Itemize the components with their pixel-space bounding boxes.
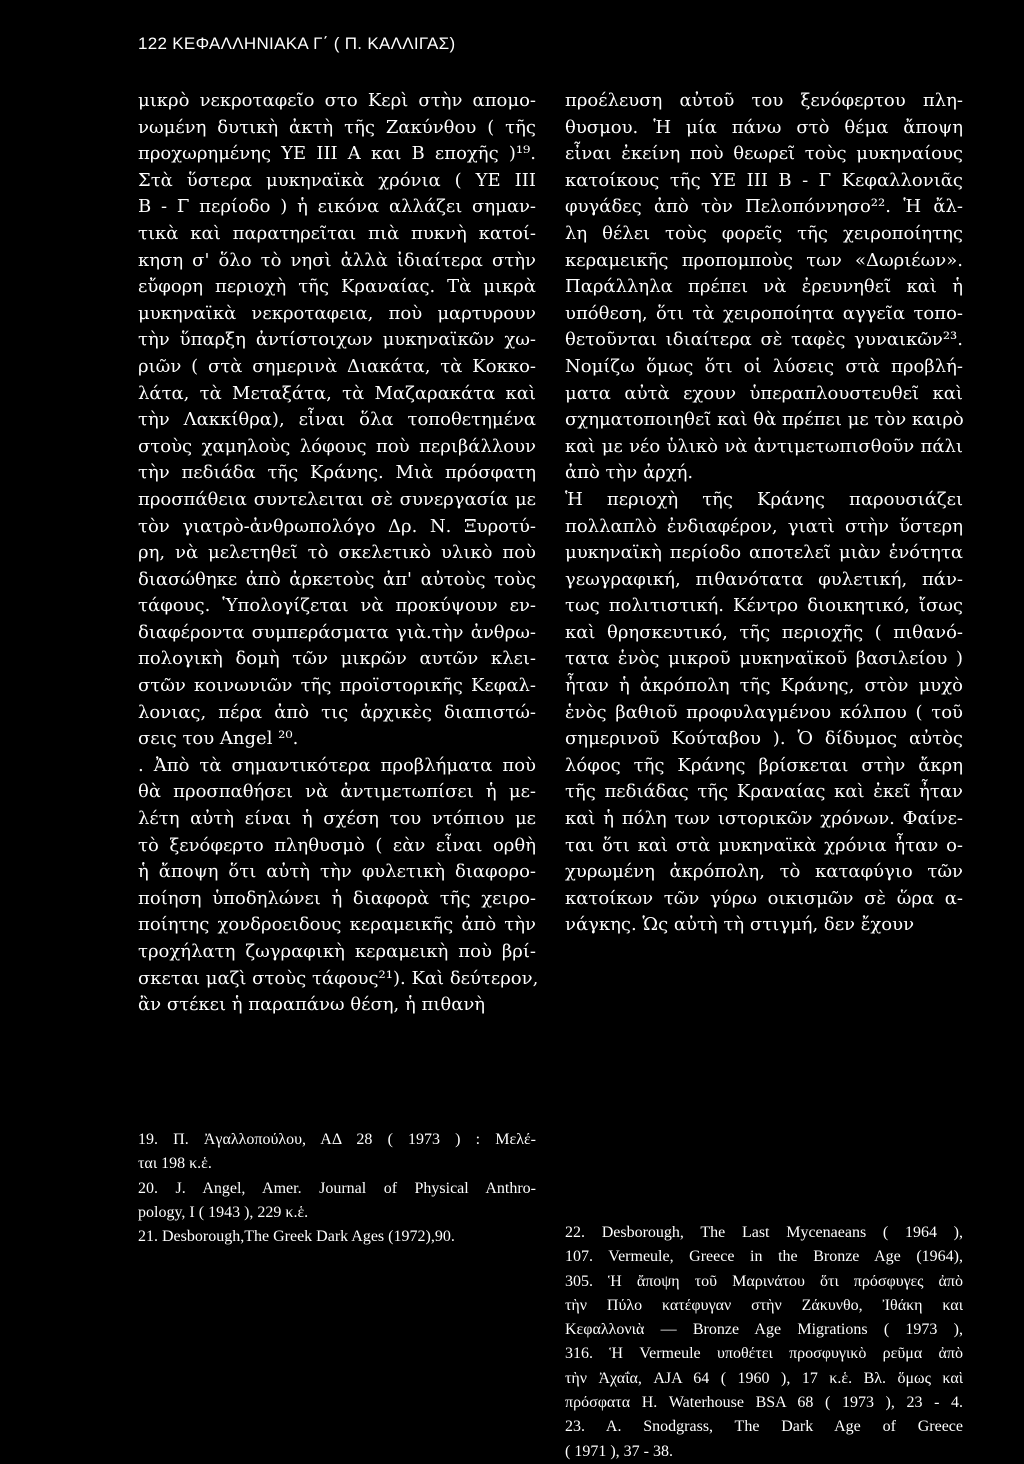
body-text-line: Β - Γ περίοδο ) ἡ εικόνα αλλάζει σημαν- [138,196,536,218]
footnote-line: τὴν Πύλο κατέφυγαν στὴν Ζάκυνθο, Ἰθάκη και [565,1296,963,1314]
body-text-line: πολλαπλὸ ἐνδιαφέρον, γιατὶ στὴν ὕστερη [565,515,963,537]
body-text-line: τὸν γιατρὸ-ἀνθρωπολόγο Δρ. Ν. Ξυροτύ- [138,515,536,537]
body-text-line: Νομίζω ὅμως ὅτι οἱ λύσεις στὰ προβλή- [565,355,963,377]
body-text-line: Στὰ ὕστερα μυκηναϊκὰ χρόνια ( ΥΕ ΙΙΙ [138,169,536,191]
footnote-line: Κεφαλλονιὰ — Bronze Age Migrations ( 1973 ), [565,1321,963,1339]
body-text-line: καὶ με νέο ὑλικὸ νὰ ἀντιμετωπισθοῦν πάλι [565,435,963,457]
body-text-line: λονιας, πέρα ἀπὸ τις ἀρχικὲς διαπιστώ- [138,701,536,723]
body-text-line: στοὺς χαμηλοὺς λόφους ποὺ περιβάλλουν [138,435,536,457]
footnote-line: 316. Ἡ Vermeule υποθέτει προσφυγικὸ ρεῦμα ἀπὸ [565,1345,963,1363]
body-text-line: κατοίκους τῆς ΥΕ ΙΙΙ Β - Γ Κεφαλλονιᾶς [565,169,963,191]
body-text-line: τὸ ξενόφερτο πληθυσμὸ ( εὰν εἶναι ορθὴ [138,834,536,856]
body-text-line: τροχήλατη ζωγραφικὴ κεραμεικὴ ποὺ βρί- [138,941,536,962]
body-text-line: Ἡ περιοχὴ τῆς Κράνης παρουσιάζει [565,488,963,510]
body-text-line: κεραμεικῆς προπομποὺς των «Δωριέων». [565,249,963,271]
body-text-line: εἶναι ἐκείνη ποὺ θεωρεῖ τοὺς μυκηναίους [565,143,963,165]
body-text-line: τὴν πεδιάδα τῆς Κράνης. Μιὰ πρόσφατη [138,462,536,484]
body-text-line: ριῶν ( στὰ σημερινὰ Διακάτα, τὰ Κοκκο- [138,355,536,377]
body-text-line: πολογικὴ δομὴ τῶν μικρῶν αυτῶν κλει- [138,648,536,670]
body-text-line: καὶ ἡ πόλη των ιστορικῶν χρόνων. Φαίνε- [565,808,963,830]
body-text-line: υπόθεση, ὅτι τὰ χειροποίητα αγγεῖα τοπο- [565,302,963,324]
body-text-line: σκεται μαζὶ στοὺς τάφους²¹). Καὶ δεύτερον, [138,967,539,989]
body-text-line: θὰ προσπαθήσει νὰ ἀντιμετωπίσει ἡ με- [138,781,536,803]
body-text-line: τάφους. Ὑπολογίζεται νὰ προκύψουν εν- [138,595,536,617]
body-text-line: ται ὅτι καὶ στὰ μυκηναϊκὰ χρόνια ἦταν ο- [565,834,963,856]
body-text-line: μυκηναϊκὴ περίοδο αποτελεῖ μιὰν ἑνότητα [565,542,963,564]
body-text-line: ἂν στέκει ἡ παραπάνω θέση, ἡ πιθανὴ [138,994,486,1016]
body-text-line: . Ἀπὸ τὰ σημαντικότερα προβλήματα ποὺ [138,754,536,776]
body-text-line: λόφος τῆς Κράνης βρίσκεται στὴν ἄκρη [565,754,963,776]
footnote-line: ( 1971 ), 37 - 38. [565,1442,673,1460]
body-text-line: προσπάθεια συντελειται σὲ συνεργασία με [138,488,536,510]
body-text-line: νωμένη δυτικὴ ἀκτὴ τῆς Ζακύνθου ( τῆς [138,116,536,138]
body-text-line: ἑνὸς βαθιοῦ προφυλαγμένου κόλπου ( τοῦ [565,701,963,723]
right-column-body [565,88,963,939]
footnote-line: 21. Desborough,The Greek Dark Ages (1972),90. [138,1228,455,1246]
footnote-line: 22. Desborough, The Last Mycenaeans ( 1964 ), [565,1224,963,1241]
body-text-line: τατα ἑνὸς μικροῦ μυκηναϊκοῦ βασιλείου ) [565,648,963,670]
left-column-footnotes [138,1128,536,1249]
body-text-line: μυκηναϊκὰ νεκροταφεια, ποὺ μαρτυρουν [138,302,536,324]
body-text-line: μικρὸ νεκροταφεῖο στο Κερὶ στὴν απομο- [138,90,536,111]
body-text-line: θυσμου. Ἡ μία πάνω στὸ θέμα ἄποψη [565,116,963,138]
body-text-line: ἀπὸ τὴν ἀρχή. [565,462,694,484]
body-text-line: διαφέροντα συμπεράσματα γιὰ.τὴν ἀνθρω- [138,621,536,643]
body-text-line: κατοίκων τῶν γύρω οικισμῶν σὲ ὥρα α- [565,887,963,909]
body-text-line: ἡ ἄποψη ὅτι αὐτὴ τὴν φυλετικὴ διαφορο- [138,861,536,883]
left-column-body [138,88,539,1019]
body-text-line: προχωρημένης ΥΕ ΙΙΙ Α και Β εποχῆς )¹⁹. [138,143,536,165]
footnote-line: τὴν Ἀχαΐα, AJA 64 ( 1960 ), 17 κ.ἑ. Βλ. ὅμως καὶ [565,1369,963,1387]
body-text-line: διασώθηκε ἀπὸ ἀρκετοὺς ἀπ' αὐτοὺς τοὺς [138,568,536,590]
body-text-line: προέλευση αὐτοῦ του ξενόφερτου πλη- [565,90,963,111]
body-text-line: λάτα, τὰ Μεταξάτα, τὰ Μαζαρακάτα καὶ [138,382,536,404]
body-text-line: χυρωμένη ἀκρόπολη, τὸ καταφύγιο τῶν [565,861,963,883]
body-text-line: εὔφορη περιοχὴ τῆς Κραναίας. Τὰ μικρὰ [138,276,536,298]
body-text-line: σεις του Angel ²⁰. [138,728,299,750]
body-text-line: τῆς πεδιάδας τῆς Κραναίας καὶ ἐκεῖ ἦταν [565,781,963,803]
footnote-line: 20. J. Angel, Amer. Journal of Physical Anthro- [138,1179,536,1197]
body-text-line: καὶ θρησκευτικό, τῆς περιοχῆς ( πιθανό- [565,621,963,643]
body-text-line: λέτη αὐτὴ είναι ἡ σχέση του ντόπιου με [138,808,536,830]
body-text-line: στῶν κοινωνιῶν τῆς προϊστορικῆς Κεφαλ- [138,675,536,697]
footnote-line: πρόσφατα Η. Waterhouse BSA 68 ( 1973 ), 23 - 4. [565,1394,963,1412]
body-text-line: ποίηση ὑποδηλώνει ἡ διαφορὰ τῆς χειρο- [138,887,536,909]
body-text-line: γεωγραφική, πιθανότατα φυλετική, πάν- [565,568,963,590]
body-text-line: σημερινοῦ Κούταβου ). Ὁ δίδυμος αὐτὸς [565,728,963,750]
footnote-line: 305. Ἡ ἄποψη τοῦ Μαρινάτου ὅτι πρόσφυγες ἀπὸ [565,1272,963,1290]
body-text-line: κηση σ' ὅλο τὸ νησὶ ἀλλὰ ἰδιαίτερα στὴν [138,249,536,271]
body-text-line: τικὰ καὶ παρατηρεῖται πιὰ πυκνὴ κατοί- [138,222,536,244]
body-text-line: λη θέλει τοὺς φορεῖς τῆς χειροποίητης [565,222,963,244]
body-text-line: νάγκης. Ὡς αὐτὴ τὴ στιγμή, δεν ἔχουν [565,914,915,936]
body-text-line: Παράλληλα πρέπει νὰ ἐρευνηθεῖ καὶ ἡ [565,276,963,298]
body-text-line: ρη, νὰ μελετηθεῖ τὸ σκελετικὸ υλικὸ ποὺ [138,542,536,564]
body-text-line: τως πολιτιστική. Κέντρο διοικητικό, ἴσως [565,595,963,617]
body-text-line: θετοῦνται ιδιαίτερα σὲ ταφὲς γυναικῶν²³. [565,329,963,351]
body-text-line: σχηματοποιηθεῖ καὶ θὰ πρέπει με τὸν καιρὸ [565,409,964,431]
body-text-line: ματα αὐτὰ εχουν ὑπεραπλουστευθεῖ καὶ [565,382,963,404]
right-column-footnotes [565,1221,963,1464]
body-text-line: ποίητης χονδροειδους κεραμεικῆς ἀπὸ τὴν [138,914,536,936]
body-text-line: τὴν ὕπαρξη ἀντίστοιχων μυκηναϊκῶν χω- [138,329,536,351]
footnote-line: ται 198 κ.ἑ. [138,1155,212,1173]
body-text-line: ἦταν ἡ ἀκρόπολη τῆς Κράνης, στὸν μυχὸ [565,675,963,697]
body-text-line: φυγάδες ἀπὸ τὸν Πελοπόννησο²². Ἡ ἄλ- [565,196,963,218]
body-text-line: τὴν Λακκίθρα), εἶναι ὅλα τοποθετημένα [138,409,536,431]
footnote-line: 107. Vermeule, Greece in the Bronze Age (1964), [565,1248,963,1266]
footnote-line: 23. A. Snodgrass, The Dark Age of Greece [565,1418,963,1436]
footnote-line: pology, I ( 1943 ), 229 κ.ἑ. [138,1203,309,1221]
footnote-line: 19. Π. Ἀγαλλοπούλου, ΑΔ 28 ( 1973 ) : Μελέ- [138,1131,536,1148]
running-head: 122 ΚΕΦΑΛΛΗΝΙΑΚΑ Γ΄ ( Π. ΚΑΛΛΙΓΑΣ) [138,34,456,53]
